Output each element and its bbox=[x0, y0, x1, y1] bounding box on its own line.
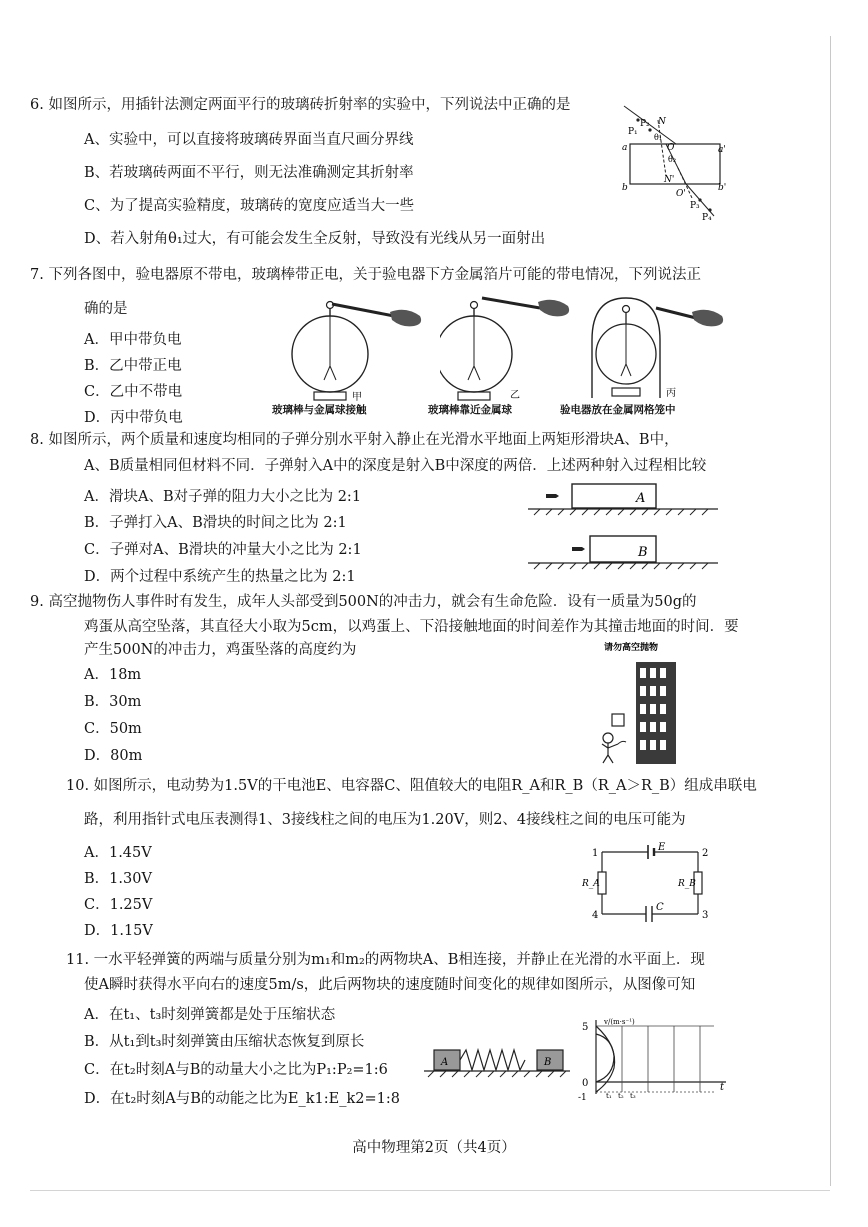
q7-option-a: A．甲中带负电 bbox=[84, 332, 182, 348]
o-prime-label: O' bbox=[676, 189, 686, 199]
scan-edge-right bbox=[830, 36, 831, 1186]
q9-option-b: B．30m bbox=[84, 694, 142, 710]
q8-option-c: C．子弹对A、B滑块的冲量大小之比为 2:1 bbox=[84, 542, 362, 558]
graph-t2-label: t₂ bbox=[618, 1092, 624, 1100]
graph-t3-label: t₃ bbox=[630, 1092, 636, 1100]
q9-stem-line1: 9. 高空抛物伤人事件时有发生，成年人头部受到500N的冲击力，就会有生命危险．设有一质量为50g的 bbox=[30, 594, 697, 610]
graph-xlabel: t bbox=[720, 1082, 725, 1093]
q6-option-d: D、若入射角θ₁过大，有可能会发生全反射，导致没有光线从另一面射出 bbox=[84, 231, 546, 247]
node-3-label: 3 bbox=[702, 910, 709, 921]
jia-caption: 玻璃棒与金属球接触 bbox=[272, 404, 367, 416]
q9-option-c: C．50m bbox=[84, 721, 142, 737]
p1-label: P₁ bbox=[628, 127, 638, 137]
jia-label: 甲 bbox=[352, 392, 362, 403]
graph-y5-label: 5 bbox=[582, 1022, 589, 1033]
q10-option-a: A．1.45V bbox=[84, 845, 152, 861]
a-label: a bbox=[622, 143, 628, 153]
capacitor-c-label: C bbox=[656, 902, 664, 913]
graph-ylabel: v/(m·s⁻¹) bbox=[604, 1018, 635, 1026]
q7-stem-line1: 7. 下列各图中，验电器原不带电，玻璃棒带正电，关于验电器下方金属箔片可能的带电情况，下列说法正 bbox=[30, 267, 701, 283]
q11-stem-line1: 11. 一水平轻弹簧的两端与质量分别为m₁和m₂的两物块A、B相连接，并静止在光滑的水平面上．现 bbox=[66, 952, 705, 968]
yi-label: 乙 bbox=[510, 390, 520, 401]
theta2-label: θ₂ bbox=[668, 155, 677, 164]
q11-spring-figure bbox=[424, 1044, 570, 1080]
q11-option-a: A．在t₁、t₃时刻弹簧都是处于压缩状态 bbox=[84, 1007, 336, 1023]
electroscope-bing-figure bbox=[586, 290, 726, 404]
q8-blocks-figure bbox=[528, 480, 724, 576]
node-4-label: 4 bbox=[592, 910, 599, 921]
p4-label: P₄ bbox=[702, 213, 712, 223]
q8-stem-line1: 8. 如图所示，两个质量和速度均相同的子弹分别水平射入静止在光滑水平地面上两矩形滑块A、B中， bbox=[30, 432, 679, 448]
resistor-rb-label: R_B bbox=[678, 879, 696, 889]
graph-t1-label: t₁ bbox=[606, 1092, 612, 1100]
q11-block-a-label: A bbox=[441, 1057, 449, 1068]
electroscope-jia-figure bbox=[290, 296, 430, 404]
q8-stem-line2: A、B质量相同但材料不同．子弹射入A中的深度是射入B中深度的两倍．上述两种射入过程相比较 bbox=[84, 458, 707, 474]
q7-option-b: B．乙中带正电 bbox=[84, 358, 182, 374]
q11-velocity-graph bbox=[574, 1016, 734, 1100]
q8-option-d: D．两个过程中系统产生的热量之比为 2:1 bbox=[84, 569, 356, 585]
bing-label: 丙 bbox=[666, 388, 676, 399]
node-1-label: 1 bbox=[592, 848, 599, 859]
q10-option-b: B．1.30V bbox=[84, 871, 152, 887]
q11-stem-line2: 使A瞬时获得水平向右的速度5m/s，此后两物块的速度随时间变化的规律如图所示，从图像可知 bbox=[84, 977, 696, 993]
q8-option-b: B．子弹打入A、B滑块的时间之比为 2:1 bbox=[84, 515, 347, 531]
q10-stem-line1: 10. 如图所示，电动势为1.5V的干电池E、电容器C、阻值较大的电阻R_A和R_B（R_A＞R_B）组成串联电 bbox=[66, 778, 757, 794]
block-a-label: A bbox=[636, 491, 646, 506]
q9-sign-text: 请勿高空抛物 bbox=[604, 643, 659, 653]
resistor-ra-label: R_A bbox=[582, 879, 600, 889]
b-label: b bbox=[622, 183, 628, 193]
electroscope-yi-figure bbox=[440, 294, 580, 404]
q10-option-d: D．1.15V bbox=[84, 923, 153, 939]
q11-option-c: C．在t₂时刻A与B的动量大小之比为P₁:P₂=1:6 bbox=[84, 1062, 388, 1078]
q7-option-d: D．丙中带负电 bbox=[84, 410, 183, 426]
n-prime-label: N' bbox=[664, 175, 675, 185]
q6-glass-brick-figure bbox=[614, 86, 730, 224]
q7-option-c: C．乙中不带电 bbox=[84, 384, 183, 400]
q11-option-b: B．从t₁到t₃时刻弹簧由压缩状态恢复到原长 bbox=[84, 1034, 365, 1050]
q6-option-b: B、若玻璃砖两面不平行，则无法准确测定其折射率 bbox=[84, 165, 414, 181]
q9-option-d: D．80m bbox=[84, 748, 143, 764]
b-prime-label: b' bbox=[718, 183, 727, 193]
q10-option-c: C．1.25V bbox=[84, 897, 153, 913]
yi-caption: 玻璃棒靠近金属球 bbox=[428, 404, 512, 416]
graph-y0-label: 0 bbox=[582, 1078, 589, 1089]
graph-yneg-label: -1 bbox=[578, 1093, 587, 1100]
page-footer: 高中物理第2页（共4页） bbox=[352, 1140, 516, 1156]
q11-option-d: D．在t₂时刻A与B的动能之比为E_k1:E_k2=1:8 bbox=[84, 1091, 400, 1107]
q10-stem-line2: 路，利用指针式电压表测得1、3接线柱之间的电压为1.20V，则2、4接线柱之间的电压可能为 bbox=[84, 812, 686, 828]
block-b-label: B bbox=[638, 545, 648, 560]
battery-e-label: E bbox=[658, 842, 666, 853]
a-prime-label: a' bbox=[718, 145, 726, 155]
n-label: N bbox=[658, 117, 666, 127]
theta1-label: θ₁ bbox=[654, 133, 663, 142]
node-2-label: 2 bbox=[702, 848, 709, 859]
p3-label: P₃ bbox=[690, 201, 700, 211]
q8-option-a: A．滑块A、B对子弹的阻力大小之比为 2:1 bbox=[84, 489, 362, 505]
q11-block-b-label: B bbox=[544, 1057, 552, 1068]
bing-caption: 验电器放在金属网格笼中 bbox=[560, 404, 676, 416]
scan-edge-bottom bbox=[30, 1190, 830, 1191]
p2-label: P₂ bbox=[640, 119, 650, 129]
q7-stem-line2: 确的是 bbox=[84, 301, 128, 317]
q10-circuit-figure bbox=[582, 840, 718, 924]
o-label: O bbox=[667, 143, 675, 153]
q6-stem: 6. 如图所示，用插针法测定两面平行的玻璃砖折射率的实验中，下列说法中正确的是 bbox=[30, 97, 571, 113]
q9-high-rise-figure bbox=[594, 640, 694, 766]
q9-option-a: A．18m bbox=[84, 667, 142, 683]
q9-stem-line2: 鸡蛋从高空坠落，其直径大小取为5cm，以鸡蛋上、下沿接触地面的时间差作为其撞击地面的时间．要 bbox=[84, 619, 739, 635]
q9-stem-line3: 产生500N的冲击力，鸡蛋坠落的高度约为 bbox=[84, 642, 357, 658]
q6-option-c: C、为了提高实验精度，玻璃砖的宽度应适当大一些 bbox=[84, 198, 415, 214]
q6-option-a: A、实验中，可以直接将玻璃砖界面当直尺画分界线 bbox=[84, 132, 414, 148]
